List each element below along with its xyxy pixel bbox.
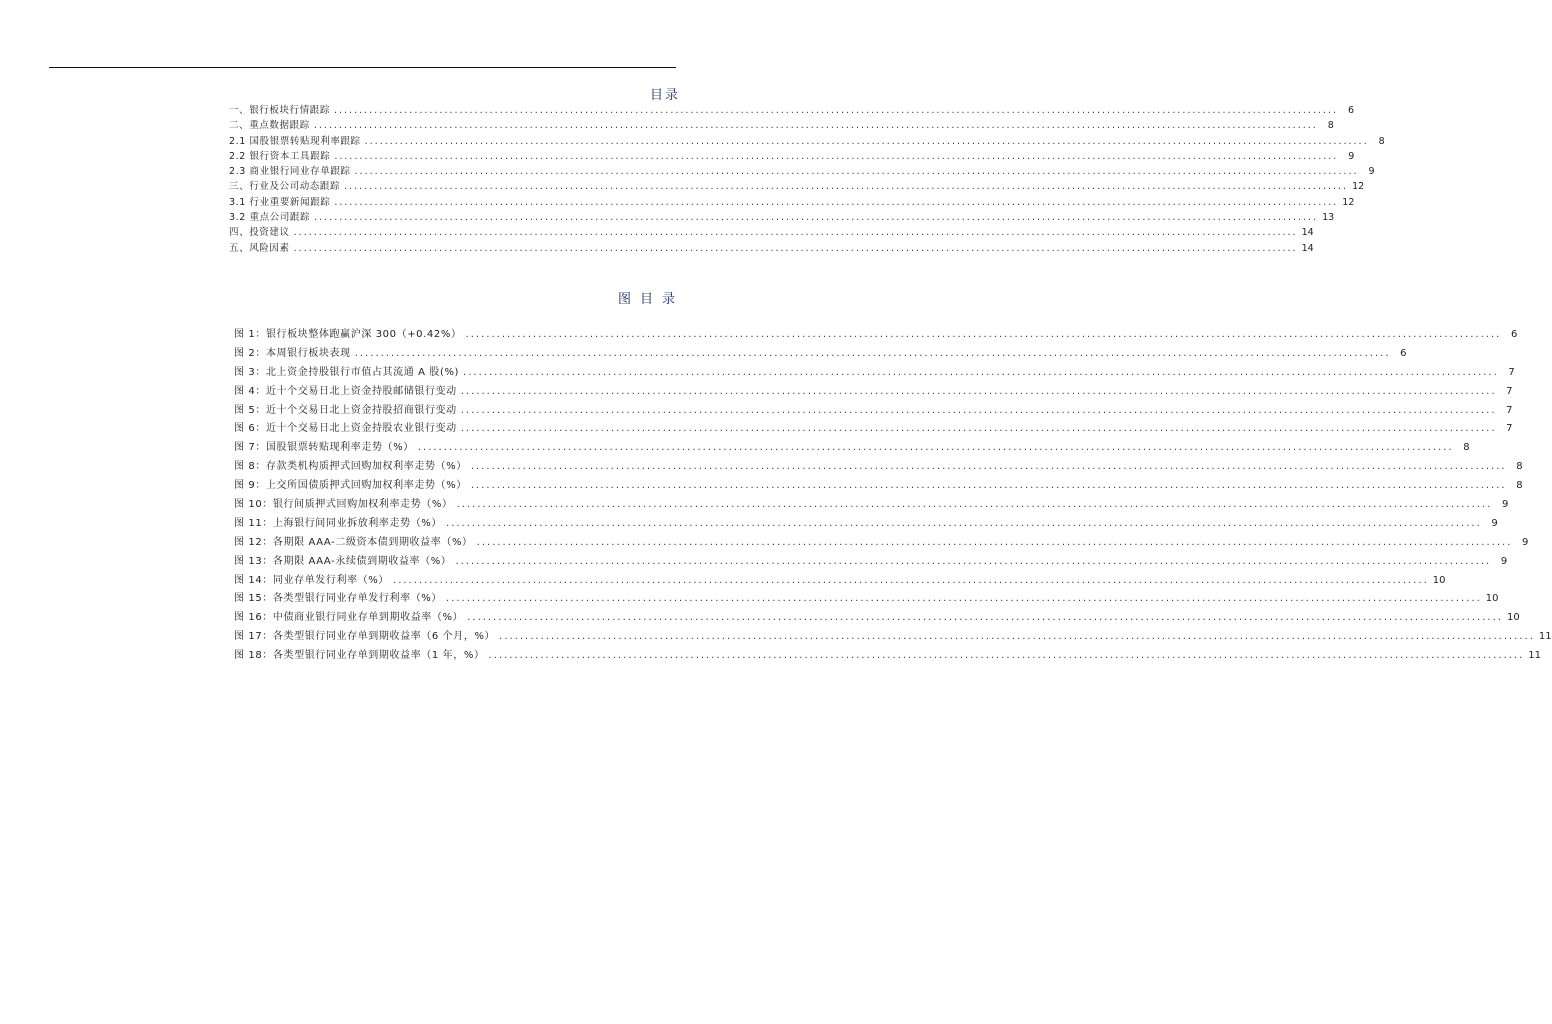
figure-entry-page: 7 xyxy=(1506,423,1513,435)
dot-leader: ........................................................................................................................................................................................................ xyxy=(455,555,1492,567)
figure-entry-page: 8 xyxy=(1516,461,1523,473)
figure-entry[interactable] xyxy=(234,553,1508,572)
toc-entry-label: 一、银行板块行情跟踪 xyxy=(229,105,331,116)
dot-leader: ........................................................................................................................................................................................................ xyxy=(354,166,1359,178)
toc-entry-label: 2.2 银行资本工具跟踪 xyxy=(229,150,331,162)
figure-entry-page: 11 xyxy=(1538,631,1552,643)
figure-entry[interactable] xyxy=(234,609,1520,628)
toc-entry-page: 14 xyxy=(1301,227,1314,239)
figure-entry-page: 10 xyxy=(1485,593,1499,605)
dot-leader: ........................................................................................................................................................................................................ xyxy=(334,105,1338,116)
figure-entry[interactable] xyxy=(234,383,1513,402)
figure-entry-page: 11 xyxy=(1528,650,1542,662)
figure-entry-page: 6 xyxy=(1510,329,1518,340)
dot-leader: ........................................................................................................................................................................................................ xyxy=(314,212,1319,224)
figure-entry-page: 9 xyxy=(1522,536,1529,548)
figure-entry[interactable] xyxy=(234,402,1513,421)
figure-entry[interactable] xyxy=(234,647,1542,666)
dot-leader: ........................................................................................................................................................................................................ xyxy=(344,181,1349,193)
figure-entry-page: 10 xyxy=(1506,612,1520,624)
toc-entry-page: 14 xyxy=(1301,242,1314,254)
figure-entry-page: 7 xyxy=(1508,366,1515,378)
figure-entry-label: 图 2：本周银行板块表现 xyxy=(234,347,351,359)
figure-entry[interactable] xyxy=(234,496,1509,515)
figure-entry-page: 9 xyxy=(1501,499,1509,511)
figure-entry-label: 图 6：近十个交易日北上资金持股农业银行变动 xyxy=(234,423,457,435)
figure-entry[interactable] xyxy=(234,439,1470,458)
toc-entry[interactable] xyxy=(229,149,1355,164)
figure-entry-label: 图 17：各类型银行同业存单到期收益率（6 个月，%） xyxy=(234,631,496,643)
figure-entry-label: 图 5：近十个交易日北上资金持股招商银行变动 xyxy=(234,404,457,416)
toc-entry[interactable] xyxy=(229,241,1314,256)
figure-entry-label: 图 8：存款类机构质押式回购加权利率走势（%） xyxy=(234,461,467,473)
figure-entry[interactable] xyxy=(234,458,1523,477)
figure-entry[interactable] xyxy=(234,345,1407,364)
figure-entry-label: 图 10：银行间质押式回购加权利率走势（%） xyxy=(234,499,453,511)
figure-entry-page: 8 xyxy=(1463,442,1470,454)
dot-leader: ........................................................................................................................................................................................................ xyxy=(499,631,1535,643)
toc-entry-label: 二、重点数据跟踪 xyxy=(229,120,310,132)
figure-entry[interactable] xyxy=(234,572,1446,591)
dot-leader: ........................................................................................................................................................................................................ xyxy=(334,196,1339,208)
toc-entry[interactable] xyxy=(229,103,1354,118)
dot-leader: ........................................................................................................................................................................................................ xyxy=(476,536,1513,548)
toc-entry-label: 三、行业及公司动态跟踪 xyxy=(229,181,341,193)
toc-entry[interactable] xyxy=(229,118,1334,133)
toc-entry-label: 2.3 商业银行同业存单跟踪 xyxy=(229,166,351,178)
toc-entry[interactable] xyxy=(229,134,1385,149)
dot-leader: ........................................................................................................................................................................................................ xyxy=(354,347,1391,359)
toc-entry[interactable] xyxy=(229,225,1314,240)
dot-leader: ........................................................................................................................................................................................................ xyxy=(456,499,1493,511)
figure-entry[interactable] xyxy=(234,420,1513,439)
dot-leader: ........................................................................................................................................................................................................ xyxy=(313,120,1318,132)
toc-entry-page: 6 xyxy=(1347,105,1354,116)
toc-entry-page: 12 xyxy=(1342,196,1355,208)
dot-leader: ........................................................................................................................................................................................................ xyxy=(460,423,1497,435)
figure-entry-label: 图 12：各期限 AAA-二级资本债到期收益率（%） xyxy=(234,536,473,548)
dot-leader: ........................................................................................................................................................................................................ xyxy=(470,480,1507,492)
figure-entry-page: 7 xyxy=(1506,404,1513,416)
figure-entry-label: 图 15：各类型银行同业存单发行利率（%） xyxy=(234,593,443,605)
figure-entry-label: 图 16：中债商业银行同业存单到期收益率（%） xyxy=(234,612,464,624)
toc-entry[interactable] xyxy=(229,179,1365,194)
toc-entry[interactable] xyxy=(229,195,1355,210)
toc-entry-page: 8 xyxy=(1327,120,1334,132)
toc-entry-page: 9 xyxy=(1348,150,1355,162)
figure-entry[interactable] xyxy=(234,534,1529,553)
figure-entry-label: 图 7：国股银票转贴现利率走势（%） xyxy=(234,442,414,454)
figure-entry-label: 图 18：各类型银行同业存单到期收益率（1 年，%） xyxy=(234,650,485,662)
toc-entry-label: 3.1 行业重要新闻跟踪 xyxy=(229,196,331,208)
toc-entry-label: 四、投资建议 xyxy=(229,227,290,239)
figure-entry-page: 9 xyxy=(1491,517,1498,529)
dot-leader: ........................................................................................................................................................................................................ xyxy=(446,517,1482,529)
toc-entry-page: 8 xyxy=(1378,135,1385,147)
figure-entry-label: 图 14：同业存单发行利率（%） xyxy=(234,574,390,586)
toc-entry-label: 2.1 国股银票转贴现利率跟踪 xyxy=(229,135,361,147)
figure-entry-page: 10 xyxy=(1432,574,1446,586)
figure-entry-label: 图 4：近十个交易日北上资金持股邮储银行变动 xyxy=(234,385,457,397)
toc-entry-label: 3.2 重点公司跟踪 xyxy=(229,212,311,224)
figure-entry[interactable] xyxy=(234,628,1552,647)
figure-entry[interactable] xyxy=(234,326,1518,345)
figure-entry[interactable] xyxy=(234,515,1498,534)
dot-leader: ........................................................................................................................................................................................................ xyxy=(467,612,1503,624)
toc-list xyxy=(229,103,1385,256)
dot-leader: ........................................................................................................................................................................................................ xyxy=(465,329,1502,340)
toc-entry-page: 9 xyxy=(1368,166,1375,178)
figure-entry-label: 图 11：上海银行间同业拆放利率走势（%） xyxy=(234,517,443,529)
figure-entry[interactable] xyxy=(234,477,1523,496)
toc-title: 目录 xyxy=(649,88,680,103)
toc-entry-page: 12 xyxy=(1352,181,1365,193)
toc-entry[interactable] xyxy=(229,210,1335,225)
figure-entry-label: 图 9：上交所国债质押式回购加权利率走势（%） xyxy=(234,480,467,492)
dot-leader: ........................................................................................................................................................................................................ xyxy=(488,650,1525,662)
figure-entry-label: 图 1：银行板块整体跑赢沪深 300（+0.42%） xyxy=(234,329,462,340)
figure-list xyxy=(234,326,1552,666)
figure-list-title: 图目录 xyxy=(617,292,684,307)
figure-entry-page: 6 xyxy=(1400,347,1407,359)
toc-entry-page: 13 xyxy=(1322,212,1335,224)
dot-leader: ........................................................................................................................................................................................................ xyxy=(460,385,1497,397)
dot-leader: ........................................................................................................................................................................................................ xyxy=(293,227,1298,239)
figure-entry-page: 8 xyxy=(1516,480,1523,492)
figure-entry[interactable] xyxy=(234,590,1499,609)
dot-leader: ........................................................................................................................................................................................................ xyxy=(417,442,1454,454)
dot-leader: ........................................................................................................................................................................................................ xyxy=(460,404,1497,416)
figure-entry-label: 图 13：各期限 AAA-永续债到期收益率（%） xyxy=(234,555,452,567)
dot-leader: ........................................................................................................................................................................................................ xyxy=(364,135,1369,147)
header-rule xyxy=(49,67,676,68)
figure-entry-page: 7 xyxy=(1506,385,1513,397)
dot-leader: ........................................................................................................................................................................................................ xyxy=(393,574,1429,586)
toc-entry[interactable] xyxy=(229,164,1375,179)
dot-leader: ........................................................................................................................................................................................................ xyxy=(463,366,1499,378)
dot-leader: ........................................................................................................................................................................................................ xyxy=(470,461,1507,473)
dot-leader: ........................................................................................................................................................................................................ xyxy=(293,242,1298,254)
figure-entry-label: 图 3：北上资金持股银行市值占其流通 A 股(%) xyxy=(234,366,460,378)
figure-entry-page: 9 xyxy=(1500,555,1508,567)
dot-leader: ........................................................................................................................................................................................................ xyxy=(334,150,1339,162)
figure-entry[interactable] xyxy=(234,364,1515,383)
toc-entry-label: 五、风险因素 xyxy=(229,242,290,254)
dot-leader: ........................................................................................................................................................................................................ xyxy=(446,593,1482,605)
